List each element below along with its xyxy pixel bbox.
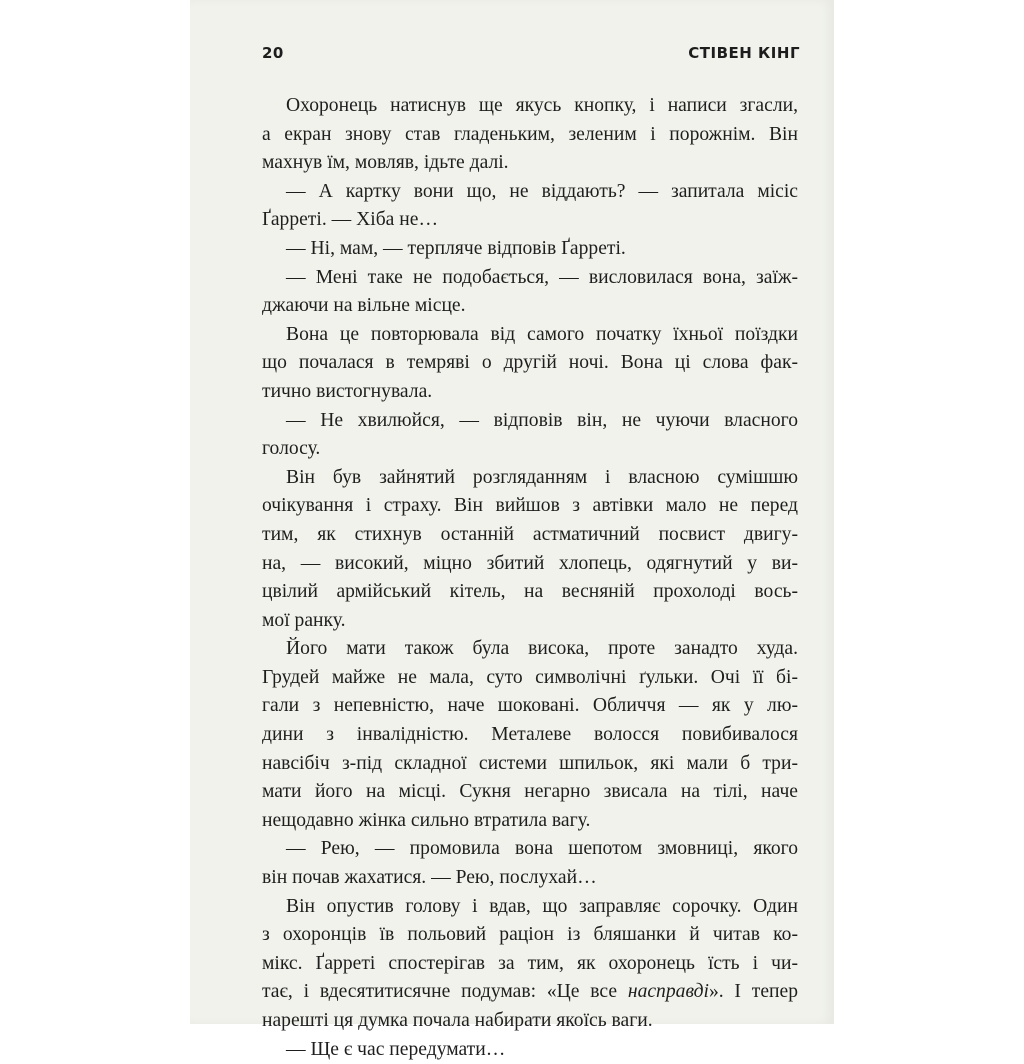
text-segment: тає, і вдесятитисячне подумав: «Це все <box>262 981 628 1003</box>
text-line: Його мати також була висока, проте занадто худа. <box>286 638 798 660</box>
text-line: мікс. Ґарреті спостерігав за тим, як охоронець їсть і чи- <box>262 952 798 974</box>
text-line: — Ще є час передумати… <box>286 1038 506 1060</box>
text-segment: ». І тепер <box>708 981 799 1003</box>
text-line: джаючи на вільне місце. <box>262 295 466 317</box>
text-line: — Мені таке не подобається, — висловилася вона, заїж- <box>286 266 798 288</box>
text-line: Охоронець натиснув ще якусь кнопку, і написи згасли, <box>286 95 798 116</box>
text-line: голосу. <box>262 438 321 460</box>
book-page <box>190 0 834 1060</box>
text-line: нещодавно жінка сильно втратила вагу. <box>262 809 591 831</box>
text-line: Ґарреті. — Хіба не… <box>262 209 439 231</box>
text-line: Грудей майже не мала, суто символічні ґульки. Очі її бі- <box>262 666 798 688</box>
text-line: тим, як стихнув останній астматичний посвист двигу- <box>262 523 798 545</box>
text-line: Вона це повторювала від самого початку їхньої поїздки <box>286 323 798 345</box>
text-line: очікування і страху. Він вийшов з автівки мало не перед <box>262 495 798 517</box>
page-number: 20 <box>262 44 284 62</box>
italic-emphasis: насправді <box>627 981 709 1003</box>
text-line: а екран знову став гладеньким, зеленим і порожнім. Він <box>262 123 798 145</box>
text-line: дини з інвалідністю. Металеве волосся повибивалося <box>262 724 798 746</box>
text-line: навсібіч з-під складної системи шпильок, які мали б три- <box>262 752 798 774</box>
text-line: — А картку вони що, не віддають? — запитала місіс <box>286 180 798 202</box>
text-line: тично вистогнувала. <box>262 380 433 402</box>
text-line: — Не хвилюйся, — відповів він, не чуючи власного <box>286 409 798 431</box>
text-line: на, — високий, міцно збитий хлопець, одягнутий у ви- <box>262 552 798 574</box>
text-line: — Рею, — промовила вона шепотом змовниці, якого <box>286 838 798 860</box>
text-line: мої ранку. <box>262 609 346 631</box>
text-line: гали з непевністю, наче шоковані. Обличчя — як у лю- <box>262 695 798 717</box>
text-line: Він був зайнятий розгляданням і власною сумішшю <box>286 466 798 488</box>
text-line <box>262 978 798 1007</box>
text-line: з охоронців їв польовий раціон із бляшанки й читав ко- <box>262 924 798 946</box>
text-line: Він опустив голову і вдав, що заправляє сорочку. Один <box>286 895 798 917</box>
page-header <box>262 44 800 70</box>
body-text <box>262 92 798 1064</box>
text-line: нарешті ця думка почала набирати якоїсь ваги. <box>262 1010 653 1031</box>
text-line: що почалася в темряві о другій ночі. Вона ці слова фак- <box>262 352 798 374</box>
text-line: мати його на місці. Сукня негарно звисала на тілі, наче <box>262 781 798 803</box>
running-head-author: СТІВЕН КІНГ <box>688 44 800 62</box>
text-line: цвілий армійський кітель, на весняній прохолоді вось- <box>262 581 798 603</box>
text-line: — Ні, мам, — терпляче відповів Ґарреті. <box>286 237 626 259</box>
text-line: він почав жахатися. — Рею, послухай… <box>262 867 597 889</box>
text-line: махнув їм, мовляв, ідьте далі. <box>262 152 509 174</box>
